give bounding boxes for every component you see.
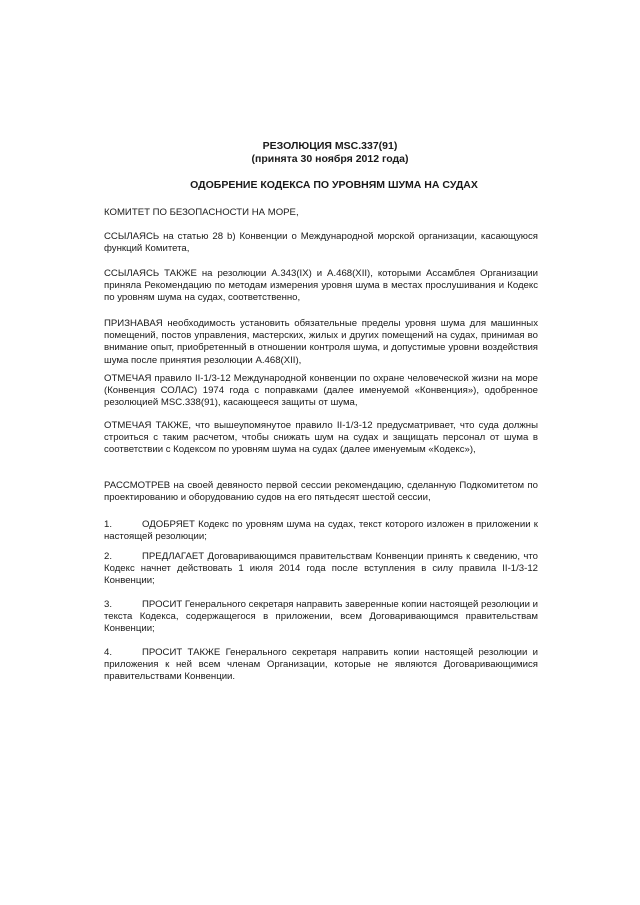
- operative-paragraph-3: [104, 599, 538, 636]
- adoption-date: (принята 30 ноября 2012 года): [251, 153, 409, 165]
- paragraph-number: 2.: [104, 551, 113, 562]
- resolution-subject: ОДОБРЕНИЕ КОДЕКСА ПО УРОВНЯМ ШУМА НА СУДАХ: [190, 179, 478, 191]
- paragraph-text: ПРИЗНАВАЯ необходимость установить обязательные пределы уровня шума для машинных помещений, постов управления, мастерских, жилых и других помещений на судах, принимая во внимание опыт, приобретенный в отношении контроля шума, и допустимые уровни воздействия шума после принятия резолюции A.468(XII),: [104, 318, 538, 366]
- paragraph-text: ССЫЛАЯСЬ ТАКЖЕ на резолюции A.343(IX) и A.468(XII), которыми Ассамблея Организации приняла Рекомендацию по методам измерения уровня шума в местах прослушивания и Кодекс по уровням шума на судах, соответственно,: [104, 268, 538, 304]
- operative-paragraph-4: [104, 647, 538, 684]
- paragraph-text: ПРЕДЛАГАЕТ Договаривающимся правительствам Конвенции принять к сведению, что Кодекс начнет действовать 1 июля 2014 года после вступления в силу правила II-1/3-12 Конвенции;: [104, 551, 538, 587]
- paragraph-recalling-also: [104, 268, 538, 305]
- paragraph-text: ОТМЕЧАЯ правило II-1/3-12 Международной конвенции по охране человеческой жизни на море (Конвенция СОЛАС) 1974 года с поправками (далее именуемой «Конвенция»), одобренное резолюцией MSC.338(91), касающееся защиты от шума,: [104, 373, 538, 409]
- paragraph-recognizing: [104, 318, 538, 367]
- resolution-title: РЕЗОЛЮЦИЯ MSC.337(91): [262, 140, 398, 152]
- paragraph-text: КОМИТЕТ ПО БЕЗОПАСНОСТИ НА МОРЕ,: [104, 207, 299, 218]
- paragraph-text: ОТМЕЧАЯ ТАКЖЕ, что вышеупомянутое правило II-1/3-12 предусматривает, что суда должны строиться с таким расчетом, чтобы снижать шум на судах и защищать персонал от шума в соответствии с Кодексом по уровням шума на судах (далее именуемым «Кодекс»),: [104, 420, 538, 456]
- operative-paragraph-1: [104, 519, 538, 543]
- paragraph-noting: [104, 373, 538, 410]
- paragraph-text: ПРОСИТ Генерального секретаря направить заверенные копии настоящей резолюции и текста Кодекса, содержащегося в приложении, всем Договаривающимся правительствам Конвенции;: [104, 599, 538, 635]
- paragraph-noting-also: [104, 420, 538, 457]
- paragraph-text: ССЫЛАЯСЬ на статью 28 b) Конвенции о Международной морской организации, касающуюся функций Комитета,: [104, 231, 538, 255]
- paragraph-recalling: [104, 231, 538, 255]
- paragraph-text: РАССМОТРЕВ на своей девяносто первой сессии рекомендацию, сделанную Подкомитетом по проектированию и оборудованию судов на его пятьдесят шестой сессии,: [104, 480, 538, 504]
- paragraph-committee: [104, 207, 538, 219]
- paragraph-number: 4.: [104, 647, 113, 658]
- paragraph-text: ПРОСИТ ТАКЖЕ Генерального секретаря направить копии настоящей резолюции и приложения к ней всем членам Организации, которые не являются Договаривающимися правительствами Конвенции.: [104, 647, 538, 683]
- paragraph-text: ОДОБРЯЕТ Кодекс по уровням шума на судах, текст которого изложен в приложении к настоящей резолюции;: [104, 519, 538, 543]
- operative-paragraph-2: [104, 551, 538, 588]
- paragraph-number: 1.: [104, 519, 113, 530]
- paragraph-number: 3.: [104, 599, 113, 610]
- paragraph-having-considered: [104, 480, 538, 504]
